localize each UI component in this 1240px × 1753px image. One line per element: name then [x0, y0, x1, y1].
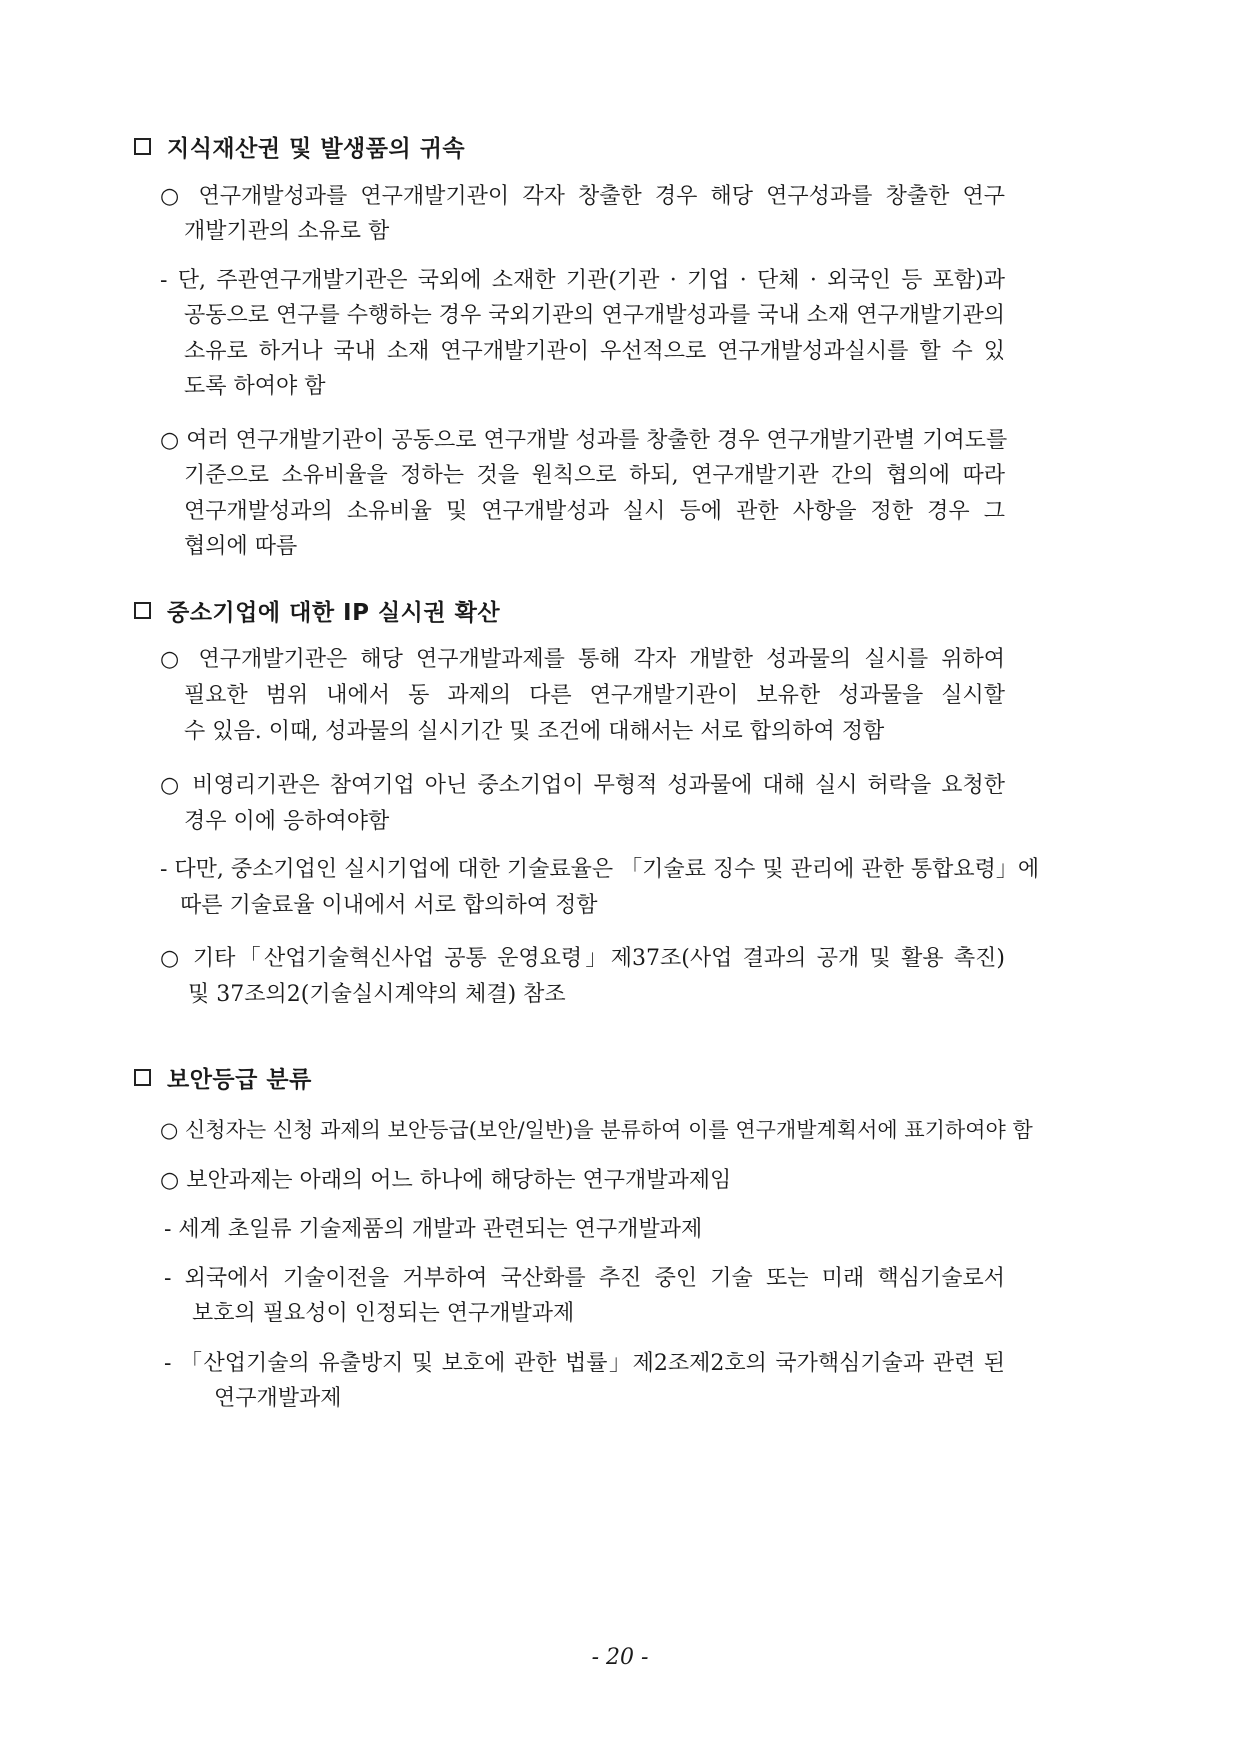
bullet-item-continuation: 기준으로 소유비율을 정하는 것을 원칙으로 하되, 연구개발기관 간의 협의에 따라 [184, 463, 1005, 488]
page-number: - 20 - [591, 1645, 649, 1670]
section-heading-ip-license [134, 594, 500, 627]
bullet-item: ○ 보안과제는 아래의 어느 하나에 해당하는 연구개발과제임 [160, 1168, 732, 1193]
bullet-item: ○ 기타「산업기술혁신사업 공통 운영요령」제37조(사업 결과의 공개 및 활용 촉진) [160, 946, 1005, 971]
dash-item: - 세계 초일류 기술제품의 개발과 관련되는 연구개발과제 [164, 1217, 703, 1242]
checkbox-square-icon [134, 602, 151, 619]
dash-item-continuation: 공동으로 연구를 수행하는 경우 국외기관의 연구개발성과를 국내 소재 연구개발기관의 [184, 303, 1006, 328]
bullet-item: ○ 비영리기관은 참여기업 아닌 중소기업이 무형적 성과물에 대해 실시 허락을 요청한 [160, 773, 1005, 798]
bullet-item-continuation: 연구개발성과의 소유비율 및 연구개발성과 실시 등에 관한 사항을 정한 경우 그 [184, 499, 1005, 524]
bullet-item-continuation: 수 있음. 이때, 성과물의 실시기간 및 조건에 대해서는 서로 합의하여 정함 [184, 719, 885, 744]
bullet-item: ○ 연구개발기관은 해당 연구개발과제를 통해 각자 개발한 성과물의 실시를 위하여 [160, 647, 1005, 672]
dash-item-continuation: 도록 하여야 함 [184, 374, 326, 399]
bullet-item: ○ 신청자는 신청 과제의 보안등급(보안/일반)을 분류하여 이를 연구개발계획서에 표기하여야 함 [160, 1118, 1033, 1142]
dash-item-continuation: 따른 기술료율 이내에서 서로 합의하여 정함 [180, 893, 598, 918]
dash-item-continuation: 보호의 필요성이 인정되는 연구개발과제 [192, 1301, 575, 1326]
section-heading-text: 보안등급 분류 [167, 1067, 312, 1093]
dash-item: - 외국에서 기술이전을 거부하여 국산화를 추진 중인 기술 또는 미래 핵심기술로서 [164, 1266, 1005, 1291]
bullet-item: ○ 연구개발성과를 연구개발기관이 각자 창출한 경우 해당 연구성과를 창출한 연구 [160, 184, 1005, 209]
section-heading-security [134, 1061, 312, 1094]
bullet-item-continuation: 협의에 따름 [184, 534, 298, 559]
dash-item-continuation: 소유로 하거나 국내 소재 연구개발기관이 우선적으로 연구개발성과실시를 할 수 있 [184, 339, 1005, 364]
bullet-item-continuation: 개발기관의 소유로 함 [184, 219, 390, 244]
dash-item-continuation: 연구개발과제 [214, 1386, 342, 1411]
bullet-item-continuation: 경우 이에 응하여야함 [184, 809, 390, 834]
checkbox-square-icon [134, 1069, 151, 1086]
dash-item: - 단, 주관연구개발기관은 국외에 소재한 기관(기관 · 기업 · 단체 · 외국인 등 포함)과 [160, 268, 1005, 293]
section-heading-ip-ownership [134, 130, 465, 163]
bullet-item-continuation: 필요한 범위 내에서 동 과제의 다른 연구개발기관이 보유한 성과물을 실시할 [184, 683, 1005, 708]
dash-item: - 「산업기술의 유출방지 및 보호에 관한 법률」제2조제2호의 국가핵심기술과 관련 된 [164, 1351, 1005, 1376]
checkbox-square-icon [134, 138, 151, 155]
dash-item: - 다만, 중소기업인 실시기업에 대한 기술료율은 「기술료 징수 및 관리에 관한 통합요령」에 [160, 857, 1040, 882]
bullet-item: ○ 여러 연구개발기관이 공동으로 연구개발 성과를 창출한 경우 연구개발기관별 기여도를 [160, 428, 1008, 453]
bullet-item-continuation: 및 37조의2(기술실시계약의 체결) 참조 [188, 982, 566, 1007]
section-heading-text: 지식재산권 및 발생품의 귀속 [167, 136, 466, 162]
section-heading-text: 중소기업에 대한 IP 실시권 확산 [167, 600, 501, 626]
